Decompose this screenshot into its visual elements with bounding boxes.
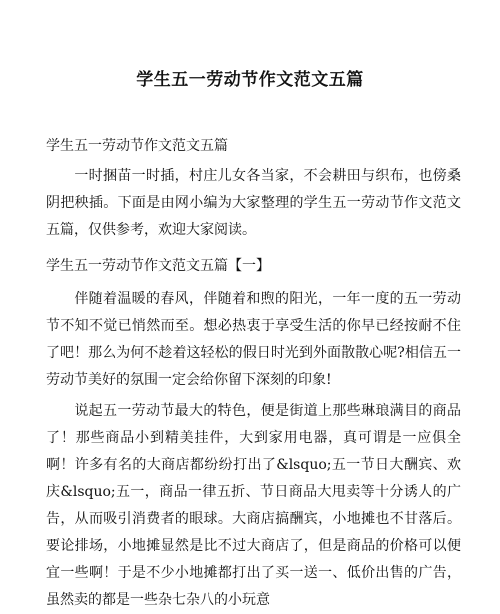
- document-title: 学生五一劳动节作文范文五篇: [136, 70, 364, 90]
- body-paragraph: [46, 398, 461, 614]
- paragraph-text: 说起五一劳动节最大的特色，便是街道上那些琳琅满目的商品了！那些商品小到精美挂件，大到家用电器，真可谓是一应俱全啊！许多有名的大商店都纷纷打出了&lsquo;五一节日大酬宾、欢庆&lsquo;五一，商品一律五折、节日商品大甩卖等十分诱人的广告，从而吸引消费者的眼球。大商店搞酬宾，小地摊也不甘落后。要论排场，小地摊显然是比不过大商店了，但是商品的价格可以便宜一些啊！于是不少小地摊都打出了买一送一、低价出售的广告，虽然卖的都是一些杂七杂八的小玩意: [46, 403, 461, 608]
- document-subtitle: 学生五一劳动节作文范文五篇: [46, 138, 228, 154]
- paragraph-text: 伴随着温暖的春风，伴随着和煦的阳光，一年一度的五一劳动节不知不觉已悄然而至。想必热衷于享受生活的你早已经按耐不住了吧！那么为何不趁着这轻松的假日时光到外面散散心呢?相信五一劳动节美好的氛围一定会给你留下深刻的印象!: [46, 291, 461, 388]
- intro-paragraph: [46, 163, 461, 244]
- section-heading: 学生五一劳动节作文范文五篇【一】: [46, 258, 270, 274]
- body-paragraph: [46, 286, 461, 394]
- intro-text: 一时捆苗一时插，村庄儿女各当家，不会耕田与织布，也傍桑阴把秧插。下面是由网小编为大家整理的学生五一劳动节作文范文五篇，仅供参考，欢迎大家阅读。: [46, 168, 461, 238]
